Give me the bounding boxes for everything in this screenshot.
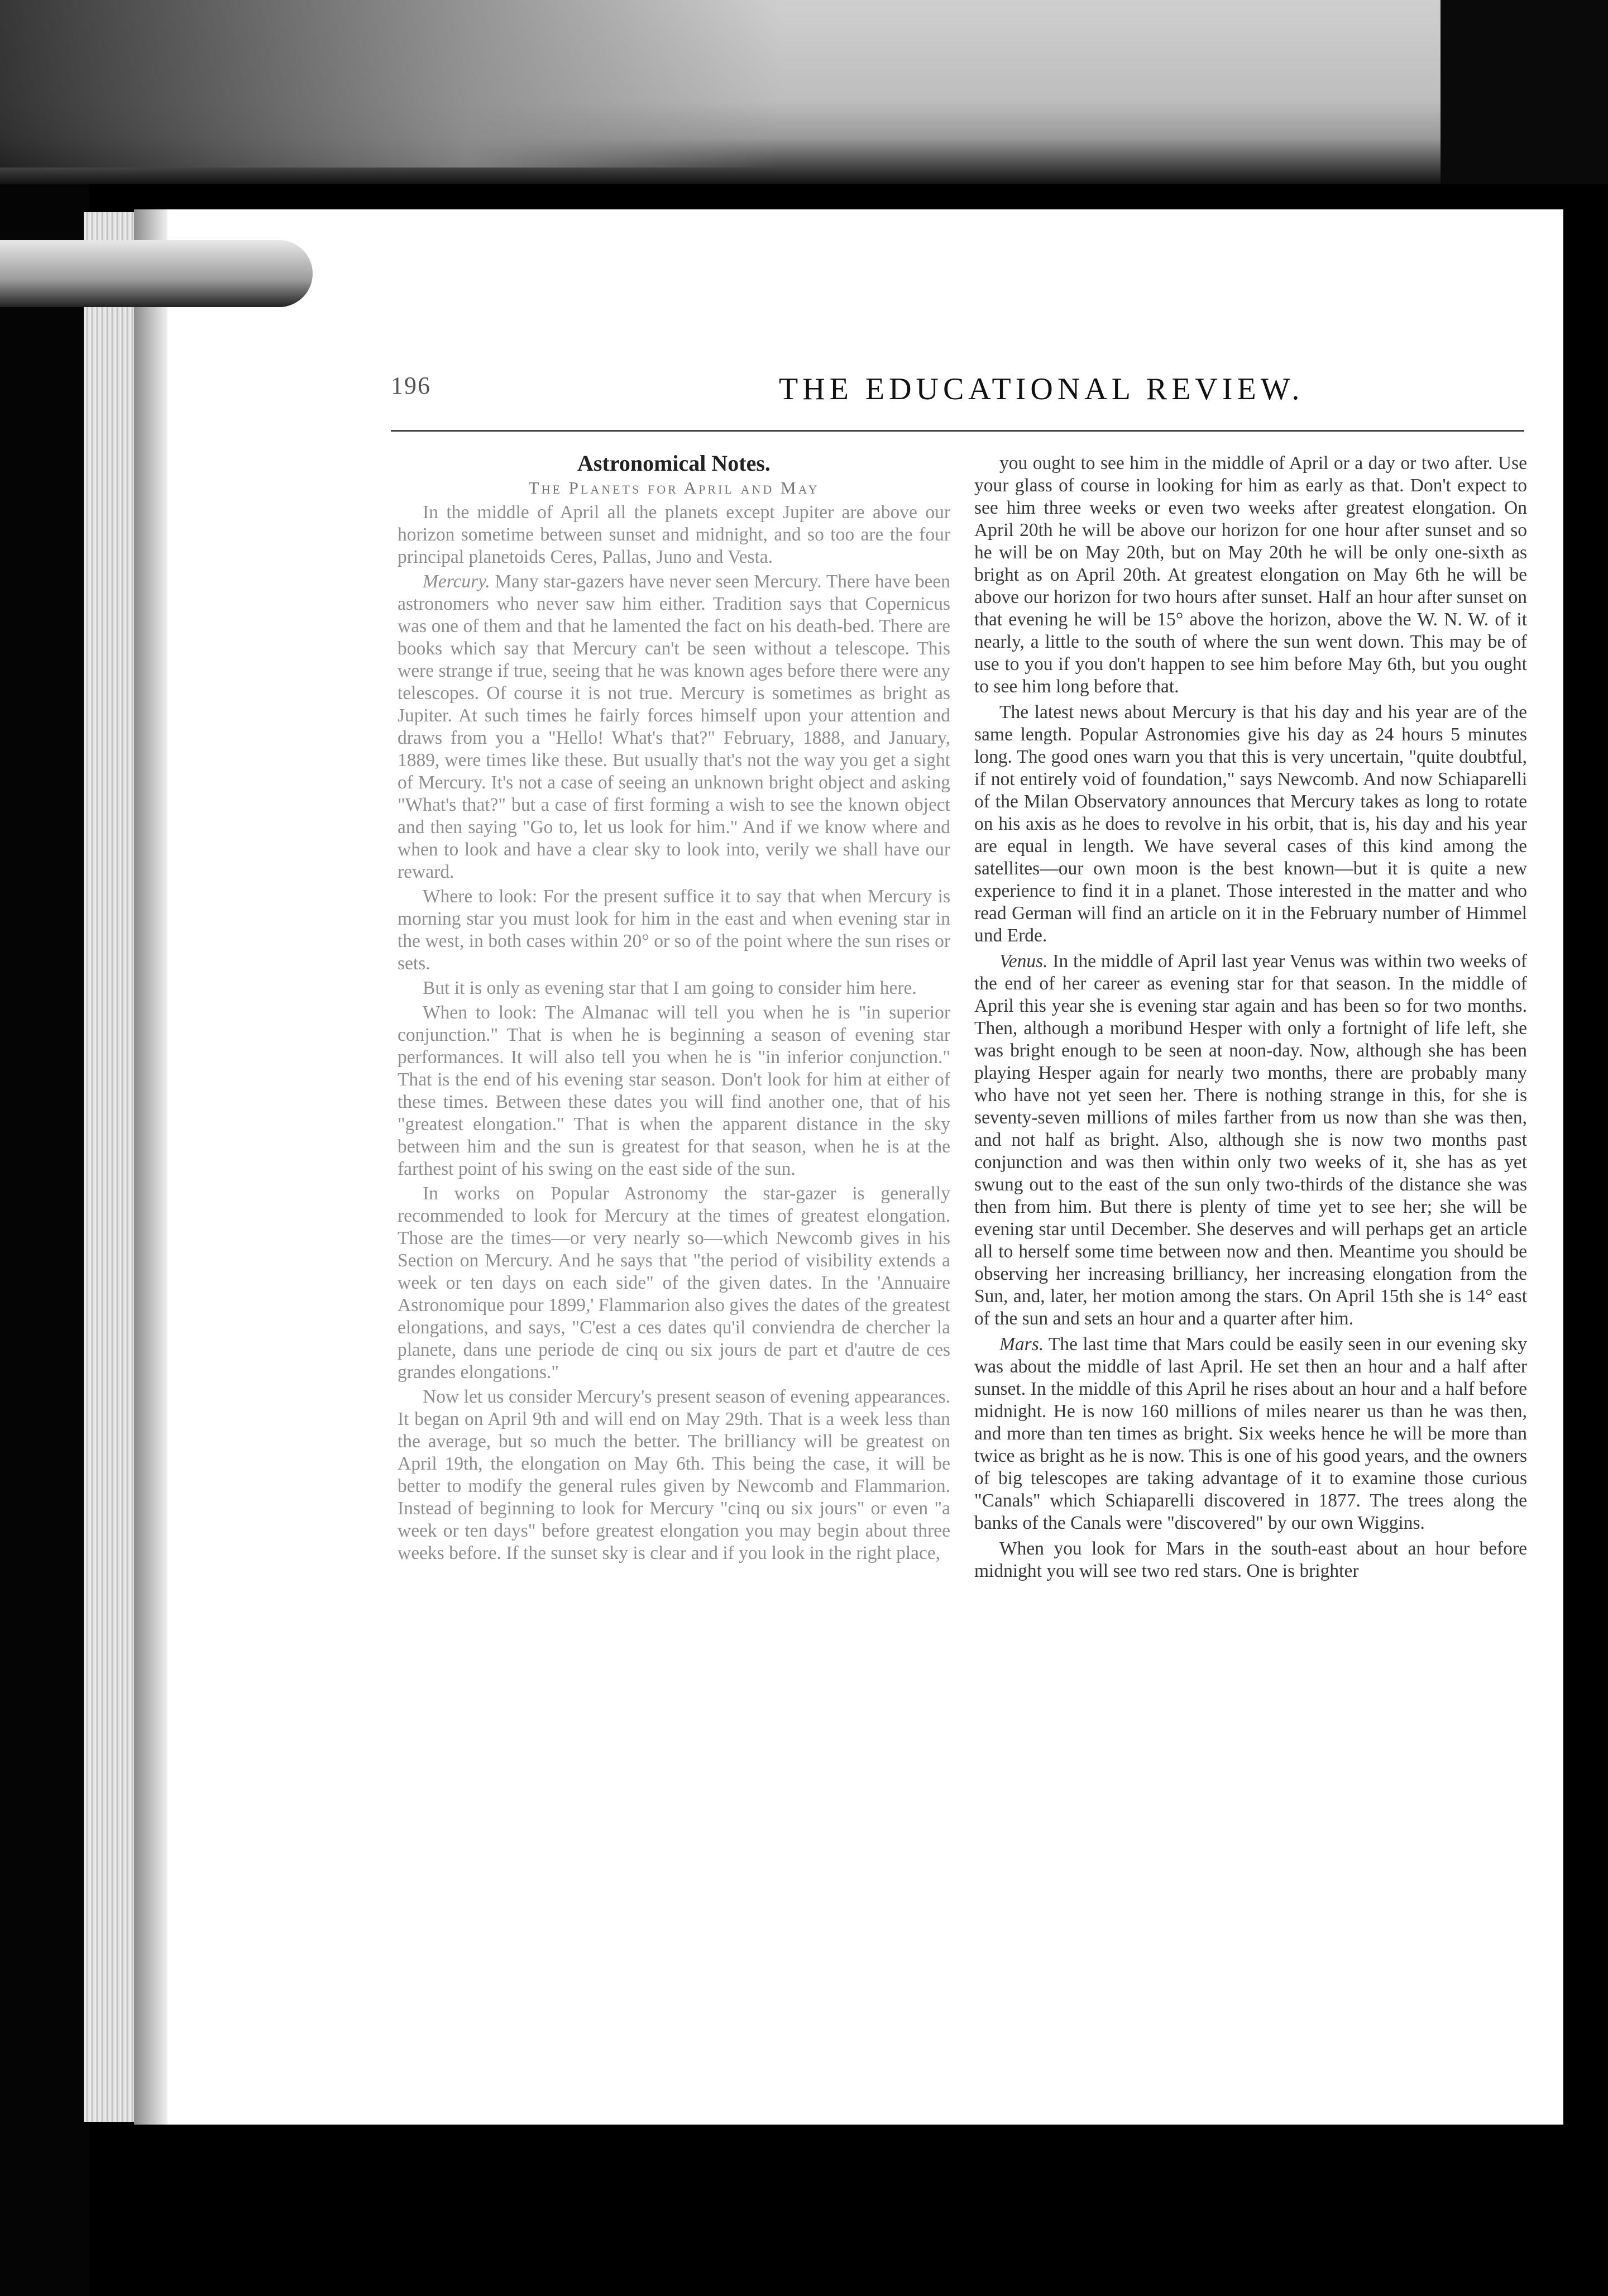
paragraph — [974, 701, 1527, 947]
paragraph-text: Now let us consider Mercury's present season of evening appearances. It began on April 9th and will end on May 29th. That is a week less than the average, but so much the better. The brilliancy will be greatest on April 19th, the elongation on May 6th. This being the case, it will be better to modify the general rules given by Newcomb and Flammarion. Instead of beginning to look for Mercury "cinq ou six jours" or even "a week or ten days" before greatest elongation you may begin about three weeks before. If the sunset sky is clear and if you look in the right place, — [398, 1386, 950, 1563]
paragraph-text: In the middle of April last year Venus was within two weeks of the end of her career as evening star for that season. In the middle of April this year she is evening star again and has been so for two months. Then, although a moribund Hesper with only a fortnight of life left, she was bright enough to be seen at noon-day. Now, although she has been playing Hesper again for nearly two months, there are probably many who have not yet seen her. There is nothing strange in this, for she is seventy-seven millions of miles farther from us now than she was then, and not half as bright. Also, although she is now two months past conjunction and was then within only two weeks of it, she has as yet swung out to the east of the sun only two-thirds of the distance she was then from him. But there is plenty of time yet to see her; she will be evening star until December. She deserves and will perhaps get an article all to herself some time between now and then. Meantime you should be observing her increasing brilliancy, her increasing elongation from the Sun, and, later, her motion among the stars. On April 15th she is 14° east of the sun and sets an hour and a quarter after him. — [974, 951, 1527, 1329]
section-lead-in: Mercury. — [423, 571, 490, 592]
paragraph-text: The latest news about Mercury is that his day and his year are of the same length. Popular Astronomies give his day as 24 hours 5 minutes long. The good ones warn you that this is very uncertain, "quite doubtful, if not entirely void of foundation," says Newcomb. And now Schiaparelli of the Milan Observatory announces that Mercury takes as long to rotate on his axis as he does to revolve in his orbit, that is, his day and his year are equal in length. We have several cases of this kind among the satellites—our own moon is the best known—but it is quite a new experience to find it in a planet. Those interested in the matter and who read German will find an article on it in the February number of Himmel und Erde. — [974, 702, 1527, 946]
paragraph-text: Many star-gazers have never seen Mercury. There have been astronomers who never saw him either. Tradition says that Copernicus was one of them and that he lamented the fact on his death-bed. There are books which say that Mercury can't be seen without a telescope. This were strange if true, seeing that he was known ages before there were any telescopes. Of course it is not true. Mercury is sometimes as bright as Jupiter. At such times he fairly forces himself upon your attention and draws from you a "Hello! What's that?" February, 1888, and January, 1889, were times like these. But usually that's not the way you get a sight of Mercury. It's not a case of seeing an unknown bright object and asking "What's that?" but a case of first forming a wish to see the known object and then saying "Go to, let us look for him." And if we know where and when to look and have a clear sky to look into, verily we shall have our reward. — [398, 571, 950, 882]
scan-shadow — [0, 0, 782, 168]
journal-title: THE EDUCATIONAL REVIEW. — [779, 372, 1304, 406]
paragraph — [974, 950, 1527, 1330]
paragraph — [398, 571, 950, 883]
paragraph — [974, 1538, 1527, 1582]
paragraph — [398, 1386, 950, 1565]
scan-background-left — [0, 184, 89, 2296]
header-rule — [391, 430, 1524, 432]
running-head — [0, 371, 1608, 416]
page-gutter-shadow — [134, 209, 168, 2125]
book-page-edges — [84, 212, 134, 2122]
paragraph — [398, 1183, 950, 1384]
article-title: Astronomical Notes. — [577, 451, 770, 476]
article-subtitle: The Planets for April and May — [528, 478, 820, 498]
right-column-body — [974, 452, 1527, 1582]
paragraph-text: Where to look: For the present suffice it to say that when Mercury is morning star you must look for him in the east and when evening star in the west, in both cases within 20° or so of the point where the sun rises or sets. — [398, 886, 950, 974]
column-right — [974, 452, 1527, 1586]
paragraph — [974, 452, 1527, 698]
page-clip — [0, 240, 313, 307]
section-lead-in: Mars. — [999, 1334, 1044, 1355]
paragraph — [398, 886, 950, 975]
section-lead-in: Venus. — [999, 951, 1048, 972]
scan-background-corner — [1440, 0, 1608, 184]
paragraph — [398, 501, 950, 568]
paragraph-text: you ought to see him in the middle of April or a day or two after. Use your glass of course in looking for him as early as that. Don't expect to see him three weeks or even two weeks after greatest elongation. On April 20th he will be above our horizon for one hour after sunset and so he will be on May 20th, but on May 20th he will be only one-sixth as bright as on April 20th. At greatest elongation on May 6th he will be above our horizon for two hours after sunset. Half an hour after sunset on that evening he will be 15° above the horizon, above the W. N. W. of it nearly, a little to the south of where the sun went down. This may be of use to you if you don't happen to see him before May 6th, but you ought to see him long before that. — [974, 453, 1527, 697]
paragraph-text: In works on Popular Astronomy the star-gazer is generally recommended to look for Mercury at the times of greatest elongation. Those are the times—or very nearly so—which Newcomb gives in his Section on Mercury. And he says that "the period of visibility extends a week or ten days on each side" of the given dates. In the 'Annuaire Astronomique pour 1899,' Flammarion also gives the dates of the greatest elongations, and says, "C'est a ces dates qu'il conviendra de chercher la planete, dans une periode de cinq ou six jours de part et d'autre de ces grandes elongations." — [398, 1183, 950, 1383]
paragraph-text: But it is only as evening star that I am going to consider him here. — [423, 978, 917, 998]
page-number: 196 — [391, 372, 431, 399]
paragraph — [398, 1002, 950, 1180]
paragraph — [398, 977, 950, 999]
paragraph-text: When to look: The Almanac will tell you when he is "in superior conjunction." That is when he is beginning a season of evening star performances. It will also tell you when he is "in inferior conjunction." That is the end of his evening star season. Don't look for him at either of these times. Between these dates you will find another one, that of his "greatest elongation." That is when the apparent distance in the sky between him and the sun is greatest for that season, when he is at the farthest point of his swing on the east side of the sun. — [398, 1002, 950, 1179]
paragraph-text: When you look for Mars in the south-east about an hour before midnight you will see two red stars. One is brighter — [974, 1538, 1527, 1581]
column-left — [398, 452, 950, 1567]
left-column-body — [398, 501, 950, 1565]
paragraph-text: In the middle of April all the planets except Jupiter are above our horizon sometime between sunset and midnight, and so too are the four principal planetoids Ceres, Pallas, Juno and Vesta. — [398, 502, 950, 567]
paragraph-text: The last time that Mars could be easily seen in our evening sky was about the middle of last April. He set then an hour and a half after sunset. In the middle of this April he rises about an hour and a half before midnight. He is now 160 millions of miles nearer us than he was then, and more than ten times as bright. Six weeks hence he will be more than twice as bright as he is now. This is one of his good years, and the owners of big telescopes are taking advantage of it to examine those curious "Canals" which Schiaparelli discovered in 1877. The trees along the banks of the Canals were "discovered" by our own Wiggins. — [974, 1334, 1527, 1533]
paragraph — [974, 1333, 1527, 1534]
